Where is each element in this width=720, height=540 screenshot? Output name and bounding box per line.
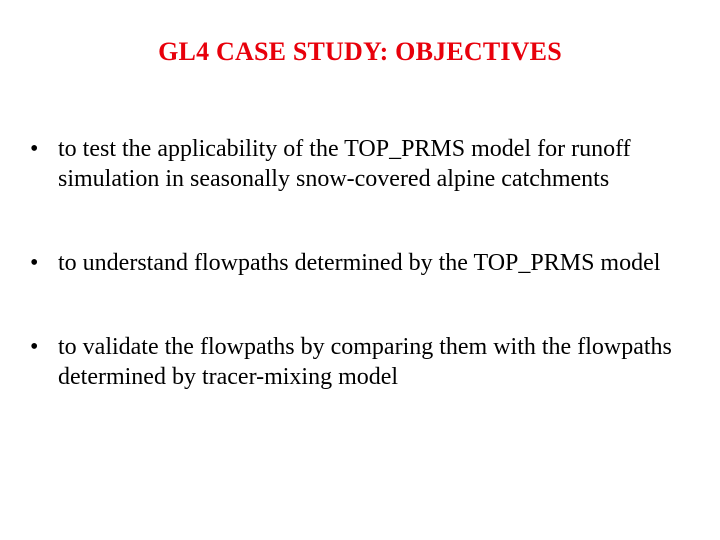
bullet-text: to validate the flowpaths by comparing them with the flowpaths determined by tracer-mixing model [58,334,672,390]
bullet-text: to test the applicability of the TOP_PRMS model for runoff simulation in seasonally snow-covered alpine catchments [58,136,631,192]
list-item [30,332,690,392]
bullet-icon: • [30,250,39,276]
bullet-icon: • [30,136,39,162]
bullet-text: to understand flowpaths determined by the TOP_PRMS model [58,250,661,276]
slide-title: GL4 CASE STUDY: OBJECTIVES [158,37,562,66]
bullet-icon: • [30,334,39,360]
list-item [30,134,690,194]
objectives-list [30,134,690,446]
list-item [30,248,690,278]
